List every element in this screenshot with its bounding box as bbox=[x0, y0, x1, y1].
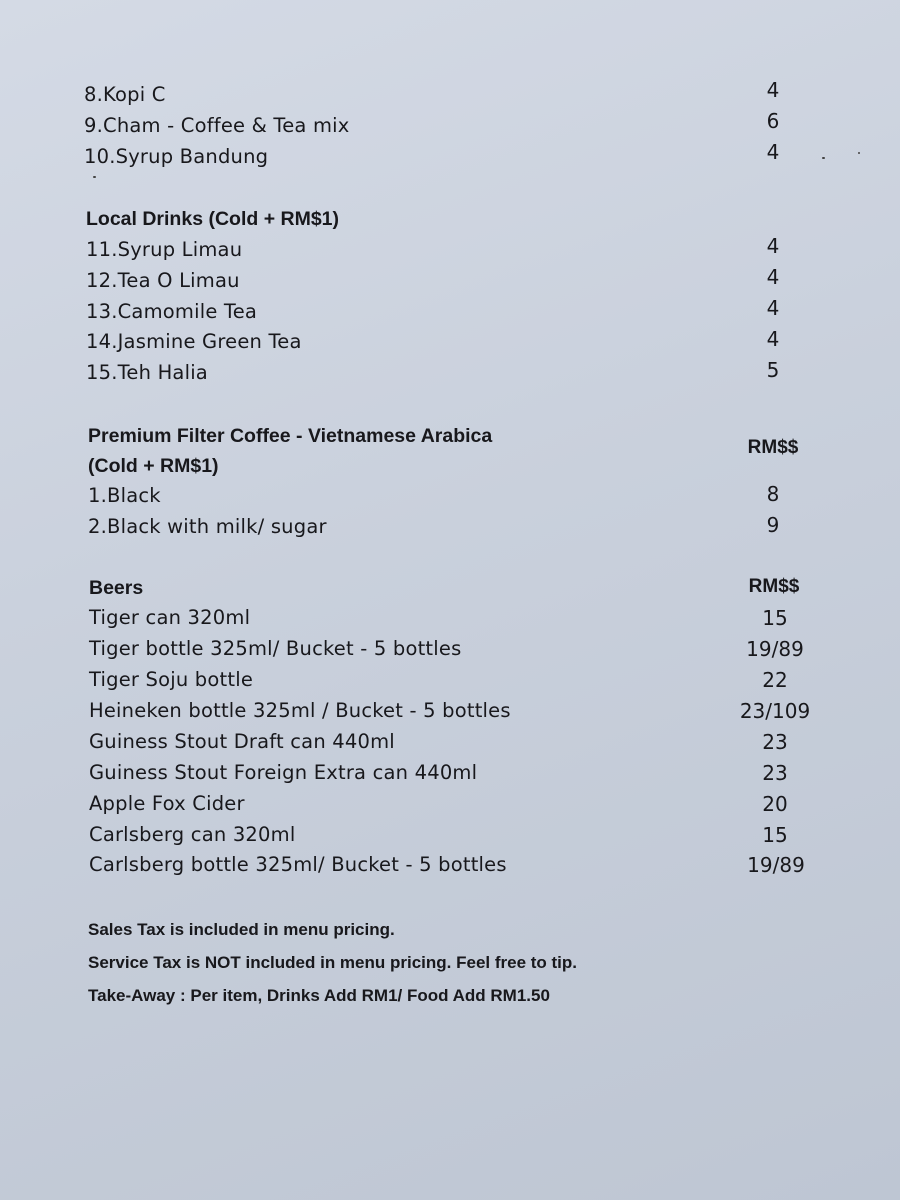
item-name: Apple Fox Cider bbox=[89, 792, 245, 815]
item-name: 8.Kopi C bbox=[84, 83, 166, 106]
menu-item bbox=[0, 727, 900, 757]
item-price: 8 bbox=[766, 482, 780, 506]
price-column-header: RM$$ bbox=[748, 576, 800, 597]
item-name: 11.Syrup Limau bbox=[86, 238, 243, 261]
item-price: 4 bbox=[766, 265, 780, 289]
item-price: 4 bbox=[766, 327, 780, 351]
paper-speck bbox=[93, 176, 96, 178]
item-name: 13.Camomile Tea bbox=[86, 300, 258, 323]
item-name: 2.Black with milk/ sugar bbox=[88, 515, 327, 538]
item-price: 4 bbox=[766, 234, 780, 258]
item-price: 4 bbox=[766, 78, 780, 102]
item-price: 9 bbox=[766, 513, 780, 537]
menu-item bbox=[0, 266, 900, 296]
item-name: Carlsberg bottle 325ml/ Bucket - 5 bottles bbox=[89, 853, 507, 876]
item-price: 15 bbox=[762, 823, 788, 847]
item-name: Tiger Soju bottle bbox=[89, 668, 254, 691]
item-price: 23 bbox=[762, 730, 788, 754]
menu-item bbox=[0, 603, 900, 633]
item-price: 4 bbox=[766, 140, 780, 164]
menu-item bbox=[0, 634, 900, 664]
item-name: Tiger can 320ml bbox=[89, 606, 251, 629]
section-heading-premium-coffee-note: (Cold + RM$1) bbox=[88, 455, 219, 477]
item-price: 5 bbox=[766, 358, 780, 382]
menu-item bbox=[0, 358, 900, 388]
item-price: 22 bbox=[762, 668, 788, 692]
menu-item bbox=[0, 789, 900, 819]
item-price: 6 bbox=[766, 109, 780, 133]
note-service-tax: Service Tax is NOT included in menu pricing. Feel free to tip. bbox=[88, 953, 578, 972]
item-name: Heineken bottle 325ml / Bucket - 5 bottles bbox=[89, 699, 511, 722]
section-heading-local-drinks: Local Drinks (Cold + RM$1) bbox=[86, 208, 340, 230]
item-price: 23/109 bbox=[739, 699, 811, 723]
menu-item bbox=[0, 758, 900, 788]
item-price: 15 bbox=[762, 606, 788, 630]
section-heading-beers: Beers bbox=[89, 577, 144, 599]
menu-item bbox=[0, 235, 900, 265]
menu-item bbox=[0, 481, 900, 511]
item-name: 10.Syrup Bandung bbox=[84, 145, 269, 168]
menu-item bbox=[0, 297, 900, 327]
section-heading-premium-coffee: Premium Filter Coffee - Vietnamese Arabica bbox=[88, 425, 493, 447]
item-price: 23 bbox=[762, 761, 788, 785]
item-name: 14.Jasmine Green Tea bbox=[86, 330, 302, 353]
item-price: 19/89 bbox=[747, 853, 805, 877]
item-price: 20 bbox=[762, 792, 788, 816]
item-name: 9.Cham - Coffee & Tea mix bbox=[84, 114, 350, 137]
item-price: 4 bbox=[766, 296, 780, 320]
item-name: 1.Black bbox=[88, 484, 161, 507]
item-name: Guiness Stout Foreign Extra can 440ml bbox=[89, 761, 478, 784]
item-price: 19/89 bbox=[746, 637, 804, 661]
menu-item bbox=[0, 665, 900, 695]
item-name: 12.Tea O Limau bbox=[86, 269, 240, 292]
menu-item bbox=[0, 327, 900, 357]
item-name: Carlsberg can 320ml bbox=[89, 823, 296, 846]
paper-speck bbox=[858, 152, 860, 154]
menu-item bbox=[0, 142, 900, 172]
item-name: Tiger bottle 325ml/ Bucket - 5 bottles bbox=[89, 637, 462, 660]
menu-item bbox=[0, 820, 900, 850]
item-name: 15.Teh Halia bbox=[86, 361, 208, 384]
menu-item bbox=[0, 512, 900, 542]
paper-speck bbox=[822, 157, 825, 159]
menu-item bbox=[0, 850, 900, 880]
note-sales-tax: Sales Tax is included in menu pricing. bbox=[88, 920, 395, 939]
price-column-header: RM$$ bbox=[747, 437, 799, 458]
item-name: Guiness Stout Draft can 440ml bbox=[89, 730, 395, 753]
menu-item bbox=[0, 696, 900, 726]
note-take-away: Take-Away : Per item, Drinks Add RM1/ Food Add RM1.50 bbox=[88, 986, 550, 1005]
